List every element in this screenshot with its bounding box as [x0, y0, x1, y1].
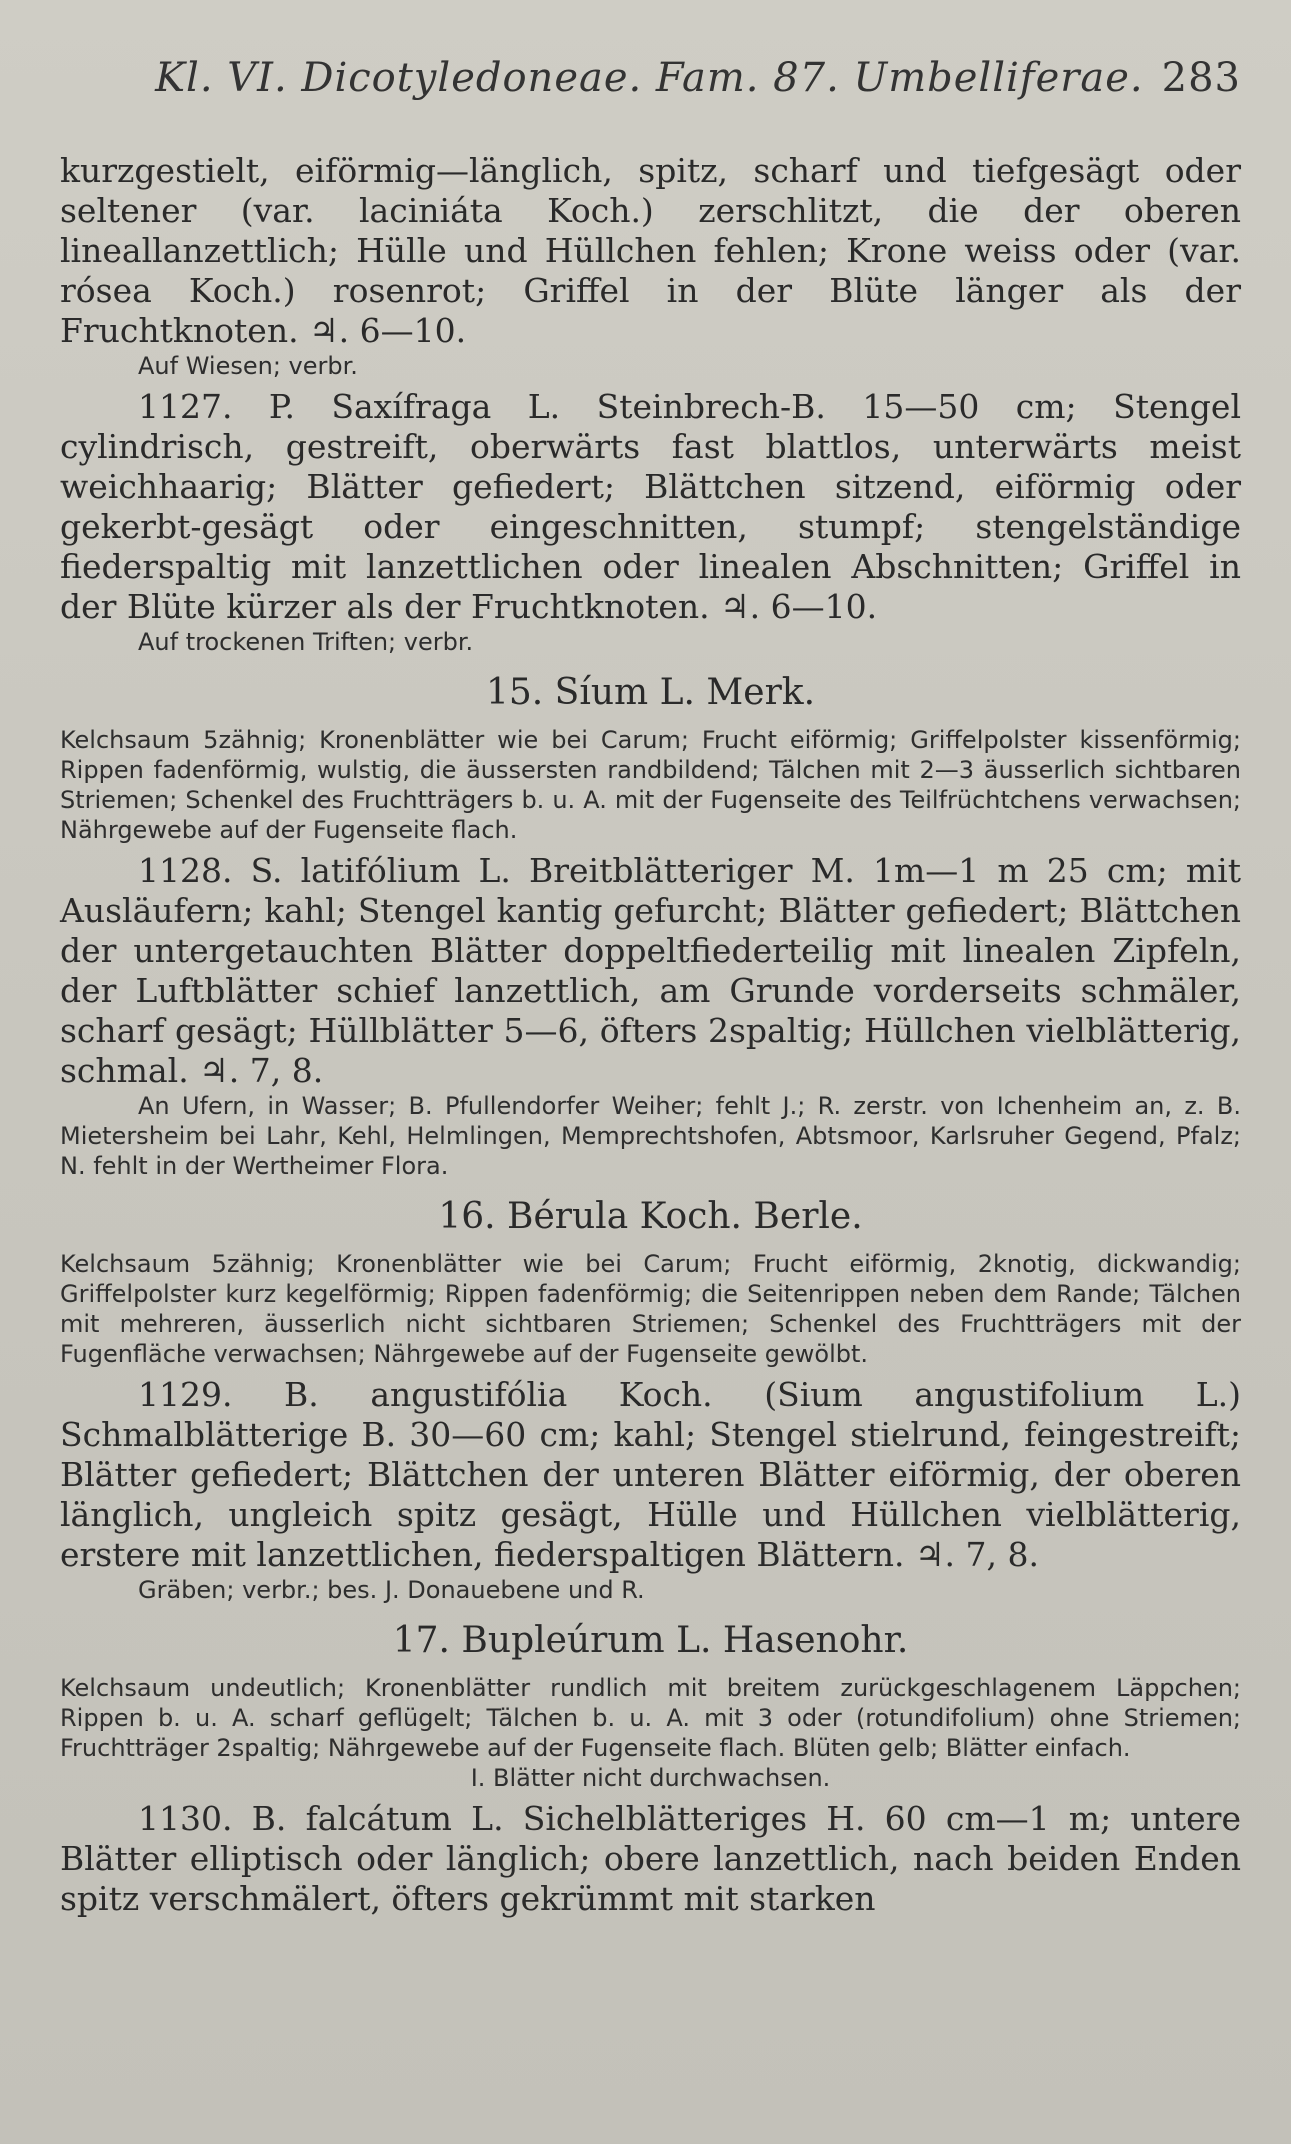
- species-entry-1128: 1128. S. latifólium L. Breitblätteriger M. 1m—1 m 25 cm; mit Ausläufern; kahl; Stengel kantig gefurcht; Blätter gefiedert; Blättchen der untergetauchten Blätter doppeltfiederteilig mit linealen Zipfeln, der Luftblätter schief lanzettlich, am Grunde vorderseits schmäler, scharf gesägt; Hüllblätter 5—6, öfters 2spaltig; Hüllchen vielblätterig, schmal. ♃. 7, 8.: [60, 851, 1241, 1090]
- habitat-note: Gräben; verbr.; bes. J. Donauebene und R.: [138, 1576, 645, 1604]
- genus-description-17: Kelchsaum undeutlich; Kronenblätter rundlich mit breitem zurückgeschlagenem Läppchen; Rippen b. u. A. scharf geflügelt; Tälchen b. u. A. mit 3 oder (rotundifolium) ohne Striemen; Fruchtträger 2spaltig; Nährgewebe auf der Fugenseite flach. Blüten gelb; Blätter einfach.: [60, 1674, 1241, 1762]
- habitat-note: Auf Wiesen; verbr.: [138, 352, 358, 380]
- running-header: [60, 55, 1241, 101]
- species-entry-1127: 1127. P. Saxífraga L. Steinbrech-B. 15—50 cm; Stengel cylindrisch, gestreift, oberwärts fast blattlos, unterwärts meist weichhaarig; Blätter gefiedert; Blättchen sitzend, eiförmig oder gekerbt-gesägt oder eingeschnitten, stumpf; stengelständige fiederspaltig mit lanzettlichen oder linealen Abschnitten; Griffel in der Blüte kürzer als der Fruchtknoten. ♃. 6—10.: [60, 387, 1241, 626]
- species-entry-1129: 1129. B. angustifólia Koch. (Sium angustifolium L.) Schmalblätterige B. 30—60 cm; kahl; Stengel stielrund, feingestreift; Blätter gefiedert; Blättchen der unteren Blätter eiförmig, der oberen länglich, ungleich spitz gesägt, Hülle und Hüllchen vielblätterig, erstere mit lanzettlichen, fiederspaltigen Blättern. ♃. 7, 8.: [60, 1375, 1241, 1574]
- header-title: Kl. VI. Dicotyledoneae. Fam. 87. Umbelliferae.: [155, 55, 1144, 101]
- species-entry-1130: 1130. B. falcátum L. Sichelblätteriges H. 60 cm—1 m; untere Blätter elliptisch oder länglich; obere lanzettlich, nach beiden Enden spitz verschmälert, öfters gekrümmt mit starken: [60, 1799, 1241, 1918]
- genus-heading-16: 16. Bérula Koch. Berle.: [438, 1196, 863, 1237]
- genus-description-16: Kelchsaum 5zähnig; Kronenblätter wie bei Carum; Frucht eiförmig, 2knotig, dickwandig; Griffelpolster kurz kegelförmig; Rippen fadenförmig; die Seitenrippen neben dem Rande; Tälchen mit mehreren, äusserlich nicht sichtbaren Striemen; Schenkel des Fruchtträgers mit der Fugenfläche verwachsen; Nährgewebe auf der Fugenseite gewölbt.: [60, 1250, 1241, 1368]
- key-subheading: I. Blätter nicht durchwachsen.: [470, 1764, 831, 1792]
- genus-description-15: Kelchsaum 5zähnig; Kronenblätter wie bei Carum; Frucht eiförmig; Griffelpolster kissenförmig; Rippen fadenförmig, wulstig, die äussersten randbildend; Tälchen mit 2—3 äusserlich sichtbaren Striemen; Schenkel des Fruchtträgers b. u. A. mit der Fugenseite des Teilfrüchtchens verwachsen; Nährgewebe auf der Fugenseite flach.: [60, 726, 1241, 844]
- page-number: 283: [1161, 55, 1241, 101]
- paragraph: kurzgestielt, eiförmig—länglich, spitz, scharf und tiefgesägt oder seltener (var. laciniáta Koch.) zerschlitzt, die der oberen lineallanzettlich; Hülle und Hüllchen fehlen; Krone weiss oder (var. rósea Koch.) rosenrot; Griffel in der Blüte länger als der Fruchtknoten. ♃. 6—10.: [60, 151, 1241, 350]
- genus-heading-17: 17. Bupleúrum L. Hasenohr.: [392, 1620, 909, 1661]
- habitat-note: An Ufern, in Wasser; B. Pfullendorfer Weiher; fehlt J.; R. zerstr. von Ichenheim an, z. B. Mietersheim bei Lahr, Kehl, Helmlingen, Memprechtshofen, Abtsmoor, Karlsruher Gegend, Pfalz; N. fehlt in der Wertheimer Flora.: [60, 1092, 1241, 1180]
- habitat-note: Auf trockenen Triften; verbr.: [138, 628, 474, 656]
- genus-heading-15: 15. Síum L. Merk.: [485, 672, 816, 713]
